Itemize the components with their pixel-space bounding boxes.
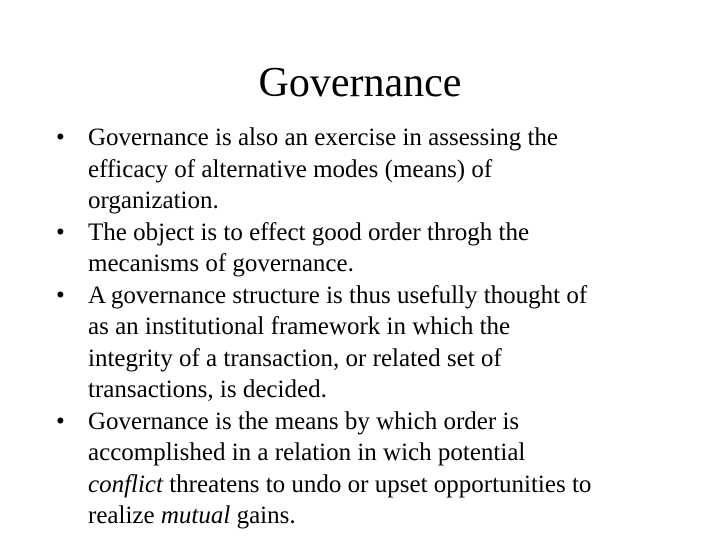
bullet-item — [56, 122, 676, 217]
emphasized-word: mutual — [160, 502, 231, 529]
bullet-text-fragment: gains. — [230, 502, 296, 529]
bullet-item — [56, 217, 676, 280]
bullet-text-line: transactions, is decided. — [88, 376, 327, 403]
slide-title: Governance — [258, 60, 462, 106]
bullet-text-line: as an institutional framework in which the — [88, 313, 511, 340]
bullet-text-line: The object is to effect good order throgh the — [88, 218, 530, 246]
bullet-text-line: accomplished in a relation in wich potential — [88, 439, 526, 466]
bullet-text-fragment: realize — [88, 502, 161, 529]
bullet-list — [56, 122, 676, 532]
bullet-text-line: mecanisms of governance. — [88, 250, 354, 277]
bullet-item — [56, 406, 676, 532]
bullet-text-line: A governance structure is thus usefully thought of — [88, 281, 588, 309]
bullet-text-line: integrity of a transaction, or related set of — [88, 344, 502, 372]
bullet-text-fragment: threatens to undo or upset opportunities to — [162, 470, 592, 498]
bullet-text-line: efficacy of alternative modes (means) of — [88, 155, 493, 183]
bullet-text-line-mixed — [88, 500, 676, 532]
bullet-icon: • — [56, 407, 65, 435]
bullet-text-line: Governance is also an exercise in assessing the — [88, 124, 558, 151]
emphasized-word: conflict — [88, 470, 163, 498]
bullet-text-line: Governance is the means by which order is — [88, 407, 520, 435]
bullet-icon: • — [56, 218, 65, 246]
bullet-item — [56, 280, 676, 406]
bullet-text-line-mixed — [88, 469, 676, 501]
bullet-icon: • — [56, 281, 65, 309]
bullet-text-line: organization. — [88, 187, 219, 214]
bullet-icon: • — [56, 124, 65, 151]
